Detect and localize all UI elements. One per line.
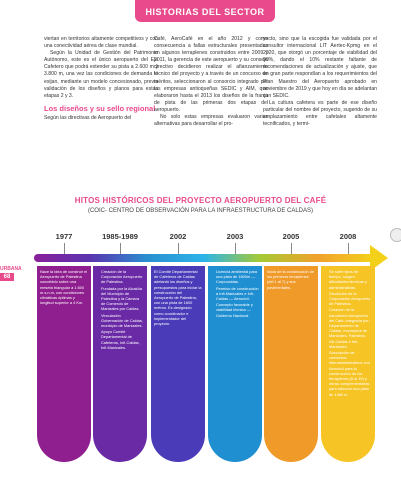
card-item: • Suscripción de convenios interadministrativos con Aerocivil para la construcción de los terraplenes (8 al 15) y obras complementarias para adecuar una pista de 1460 m. xyxy=(329,350,372,397)
paragraph: Según las directivas de Aeropuerto del xyxy=(44,114,132,121)
paragraph: yecto, sino que la escogida fue validada por el consultor internacional LIT Aertec-Kpmg en el 2020, que otorgó un porcentaje de viabilidad del 90%, dando el 10% restante faltante de recomendaciones de actualización y ajuste, que en gran parte respondían a los requerimientos del Plan Maestro del Aeropuerto aprobado en noviembre de 2019 y que hoy en día se adelantan con SEDIC. xyxy=(263,36,377,99)
section-heading: Los diseños y su sello regional xyxy=(44,103,156,113)
card-text: El Comité Departamental de Cafeteros de Caldas adelantó los diseños y presupuestos para iniciar la construcción del Aeropuerto de Palestina, con una pista de 1600 metros. Es designado como coordinador e implementador del proyecto. xyxy=(154,269,202,327)
timeline-year: 1985-1989 xyxy=(102,232,138,241)
timeline-bar xyxy=(34,254,374,262)
article-column-3 xyxy=(263,36,377,128)
card-item: • Creación de la Asociación Aeropuerto del Café, integrada por: Departamento de Caldas, municipios de Manizales, Palestina, Infi-Caldas e Infi-Manizales. xyxy=(329,307,372,349)
paragraph: La cultura cafetera es parte de ese diseño particular del nombre del proyecto, sugerido de su emplazamiento entre cafetales altamente tecnificados, y termi- xyxy=(263,99,377,128)
timeline-card-2003 xyxy=(208,266,262,462)
paragraph: Café, AeroCafé en el año 2012 y como consecuencia a fallas estructurales presentadas en algunos terraplenes construidos entre 2009 y 2011, la gerencia de este aeropuerto y su consejo directivo decidieron realizar el afianzamiento técnico del proyecto y a través de un concurso de méritos, seleccionaron al consorcio integrado por las empresas antioqueñas SEDIC y AIM, que elaboraron hasta el 2013 los diseños de la franja de pista de las primeras dos etapas del aeropuerto. xyxy=(154,36,268,113)
article-column-1 xyxy=(44,36,158,122)
card-item: • Permiso de construcción a Infi-Manizales e Infi-Caldas — Aerocivil. xyxy=(216,286,259,302)
paragraph: viertan en territorios altamente competitivos y con una conectividad aérea de clase mundial. xyxy=(44,36,158,50)
timeline-year: 2002 xyxy=(169,232,187,241)
card-item: • Fundada por la Alcaldía del Municipio de Palestina y la Cámara de Comercio de Manizales por Caldas. xyxy=(101,286,144,312)
timeline-year: 1977 xyxy=(55,232,73,241)
card-item: • Apoyo Comité Departamental de Cafeteros, Infi-Caldas, Infi-Manizales. xyxy=(101,329,144,350)
card-item: • Licencia ambiental para una pista de 1600m — Corpocaldas. xyxy=(216,269,259,285)
card-text: Inicia de la construcción de los primeros terraplenes (del 1 al 7) y sus pavimentales. xyxy=(267,269,314,290)
timeline-year: 2008 xyxy=(339,232,357,241)
corner-circle-icon xyxy=(390,228,401,242)
card-text: Nace la idea de construir el Aeropuerto de Palestina concebido sobre una meseta triangular a 1.600 m.s.n.m, con condiciones climáticas óptimas y longitud superior a 4 Km. xyxy=(40,269,88,306)
timeline-card-1985-1989 xyxy=(93,266,147,462)
paragraph: No solo estas empresas evaluaron varias alternativas para desarrollar el pro- xyxy=(154,114,268,128)
timeline-card-2005 xyxy=(264,266,318,462)
timeline-card-2008 xyxy=(321,266,375,462)
card-item: • Se sufre tipos de tiempo, surgen dificultades técnicas y administrativas. xyxy=(329,269,372,290)
page-number: 68 xyxy=(0,273,14,281)
card-item: • Vinculación Gobernación de Caldas, municipio de Manizales. xyxy=(101,313,144,329)
card-item: • Creación de la Corporación Aeropuerto de Palestina. xyxy=(101,269,144,285)
article-column-2 xyxy=(154,36,268,128)
card-item: • Concepto favorable y viabilidad técnica — Gobierno Nacional. xyxy=(216,302,259,318)
card-item: • Disolución de la Corporación Aeropuerto de Palestina. xyxy=(329,291,372,307)
timeline-subtitle: (COIC- CENTRO DE OBSERVACIÓN PARA LA INFRAESTRUCTURA DE CALDAS) xyxy=(87,208,314,214)
side-page-label xyxy=(0,266,22,281)
timeline-card-1977 xyxy=(37,266,91,462)
timeline-year: 2003 xyxy=(226,232,244,241)
publication-label: URBANA xyxy=(0,266,22,272)
paragraph: Según la Unidad de Gestión del Patrimonio Autónomo, este es el único aeropuerto del Eje Cafetero que podrá extender su pista a 2.600 m y 3.800 m, una vez las condiciones de demanda lo exijan, mediante un modelo concesionado, previa validación de los diseños y planos para estas etapas 2 y 3. xyxy=(44,50,158,99)
timeline-title: HITOS HISTÓRICOS DEL PROYECTO AEROPUERTO DEL CAFÉ xyxy=(74,196,327,205)
timeline-card-2002 xyxy=(151,266,205,462)
timeline-year: 2005 xyxy=(282,232,300,241)
section-header-tab: HISTORIAS DEL SECTOR xyxy=(135,0,275,22)
